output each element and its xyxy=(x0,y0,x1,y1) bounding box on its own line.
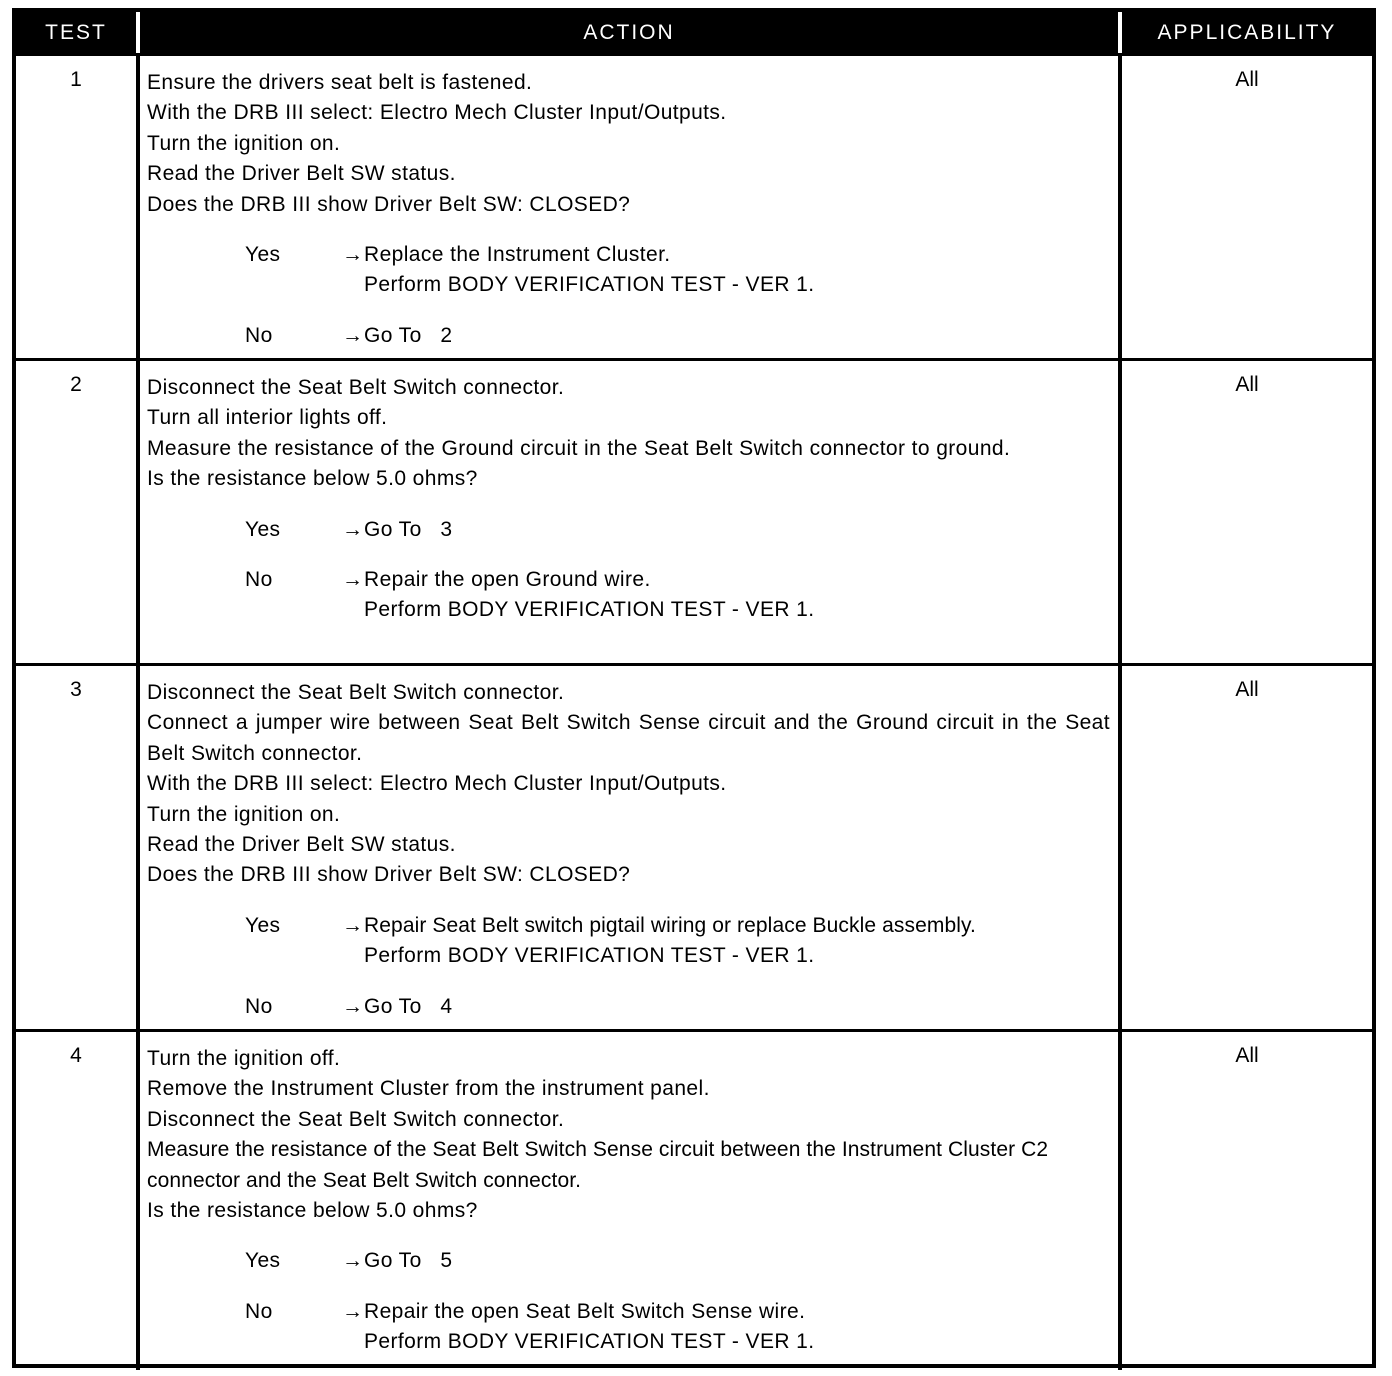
test-number: 1 xyxy=(70,68,82,91)
step-text: Turn all interior lights off. xyxy=(147,406,388,430)
step-text: Turn the ignition off. xyxy=(147,1047,341,1070)
result-line: Replace the Instrument Cluster. xyxy=(364,243,671,267)
result-line: Go To 5 xyxy=(364,1249,453,1273)
no-outcome xyxy=(147,565,1110,626)
yes-result xyxy=(364,240,1110,301)
table-header xyxy=(16,12,1372,53)
arrow-icon: → xyxy=(342,243,364,267)
table-row xyxy=(16,53,1372,358)
step-text: Disconnect the Seat Belt Switch connector. xyxy=(147,1107,565,1131)
arrow-icon: → xyxy=(342,323,364,347)
step-text: Read the Driver Belt SW status. xyxy=(147,833,456,857)
result-line: Perform BODY VERIFICATION TEST - VER 1. xyxy=(364,1330,815,1354)
yes-outcome xyxy=(147,1246,1110,1276)
step-text: Is the resistance below 5.0 ohms? xyxy=(147,1199,478,1223)
no-label: No xyxy=(245,994,273,1018)
step-text: Turn the ignition on. xyxy=(147,802,341,826)
step-text: Does the DRB III show Driver Belt SW: CLOSED? xyxy=(147,863,631,887)
arrow-icon: → xyxy=(342,517,364,541)
step-text: Remove the Instrument Cluster from the instrument panel. xyxy=(147,1077,710,1101)
no-result xyxy=(364,992,1110,1022)
result-line: Go To 4 xyxy=(364,994,453,1018)
header-action: ACTION xyxy=(136,12,1122,53)
no-outcome xyxy=(147,321,1110,351)
result-line: Perform BODY VERIFICATION TEST - VER 1. xyxy=(364,598,815,622)
no-result xyxy=(364,1297,1110,1358)
no-label: No xyxy=(245,568,273,592)
step-text: Measure the resistance of the Ground circuit in the Seat Belt Switch connector to ground. xyxy=(147,436,1011,460)
step-text: Connect a jumper wire between Seat Belt Switch Sense circuit and the Ground circuit in the Seat Belt Switch connector. xyxy=(147,711,1110,765)
result-line: Perform BODY VERIFICATION TEST - VER 1. xyxy=(364,273,815,297)
result-line: Go To 3 xyxy=(364,517,453,541)
no-outcome xyxy=(147,992,1110,1022)
result-line: Go To 2 xyxy=(364,323,453,347)
no-outcome xyxy=(147,1297,1110,1358)
arrow-icon: → xyxy=(342,568,364,592)
action-cell xyxy=(136,666,1122,1034)
arrow-icon: → xyxy=(342,913,364,937)
yes-result xyxy=(364,1246,1110,1276)
action-cell xyxy=(136,361,1122,663)
result-line: Perform BODY VERIFICATION TEST - VER 1. xyxy=(364,944,815,968)
step-text: Turn the ignition on. xyxy=(147,131,341,155)
result-line: Repair the open Ground wire. xyxy=(364,568,651,592)
table-row xyxy=(16,1029,1372,1364)
table-row xyxy=(16,358,1372,663)
arrow-icon: → xyxy=(342,994,364,1018)
arrow-icon: → xyxy=(342,1299,364,1323)
no-label: No xyxy=(245,1299,273,1323)
yes-result xyxy=(364,515,1110,545)
applicability-value: All xyxy=(1235,373,1259,396)
step-text: Does the DRB III show Driver Belt SW: CLOSED? xyxy=(147,192,631,216)
step-text: Disconnect the Seat Belt Switch connector. xyxy=(147,681,565,704)
applicability-value: All xyxy=(1235,1044,1259,1067)
result-line: Repair the open Seat Belt Switch Sense wire. xyxy=(364,1299,806,1323)
step-text: Disconnect the Seat Belt Switch connector. xyxy=(147,376,565,399)
result-line: Repair Seat Belt switch pigtail wiring or replace Buckle assembly. xyxy=(364,913,976,937)
yes-label: Yes xyxy=(245,517,281,541)
step-text: Is the resistance below 5.0 ohms? xyxy=(147,467,478,491)
yes-outcome xyxy=(147,515,1110,545)
applicability-value: All xyxy=(1235,678,1259,701)
test-number: 2 xyxy=(70,373,82,396)
yes-label: Yes xyxy=(245,913,281,937)
step-text: Read the Driver Belt SW status. xyxy=(147,162,456,186)
step-text: Measure the resistance of the Seat Belt Switch Sense circuit between the Instrument Cluster C2 connector and the Seat Belt Switch connector. xyxy=(147,1138,1049,1192)
header-test: TEST xyxy=(45,20,107,44)
step-text: Ensure the drivers seat belt is fastened. xyxy=(147,71,533,94)
yes-label: Yes xyxy=(245,243,281,267)
action-cell xyxy=(136,56,1122,363)
test-number: 3 xyxy=(70,678,82,701)
table-row xyxy=(16,663,1372,1029)
header-applicability: APPLICABILITY xyxy=(1157,20,1337,44)
no-result xyxy=(364,321,1110,351)
yes-outcome xyxy=(147,240,1110,301)
yes-label: Yes xyxy=(245,1249,281,1273)
step-text: With the DRB III select: Electro Mech Cluster Input/Outputs. xyxy=(147,772,727,796)
yes-outcome xyxy=(147,911,1110,972)
diagnostic-table xyxy=(12,8,1376,1368)
action-cell xyxy=(136,1032,1122,1370)
no-result xyxy=(364,565,1110,626)
applicability-value: All xyxy=(1235,68,1259,91)
step-text: With the DRB III select: Electro Mech Cluster Input/Outputs. xyxy=(147,101,727,125)
test-number: 4 xyxy=(70,1044,82,1067)
no-label: No xyxy=(245,323,273,347)
yes-result xyxy=(364,911,1110,972)
arrow-icon: → xyxy=(342,1249,364,1273)
